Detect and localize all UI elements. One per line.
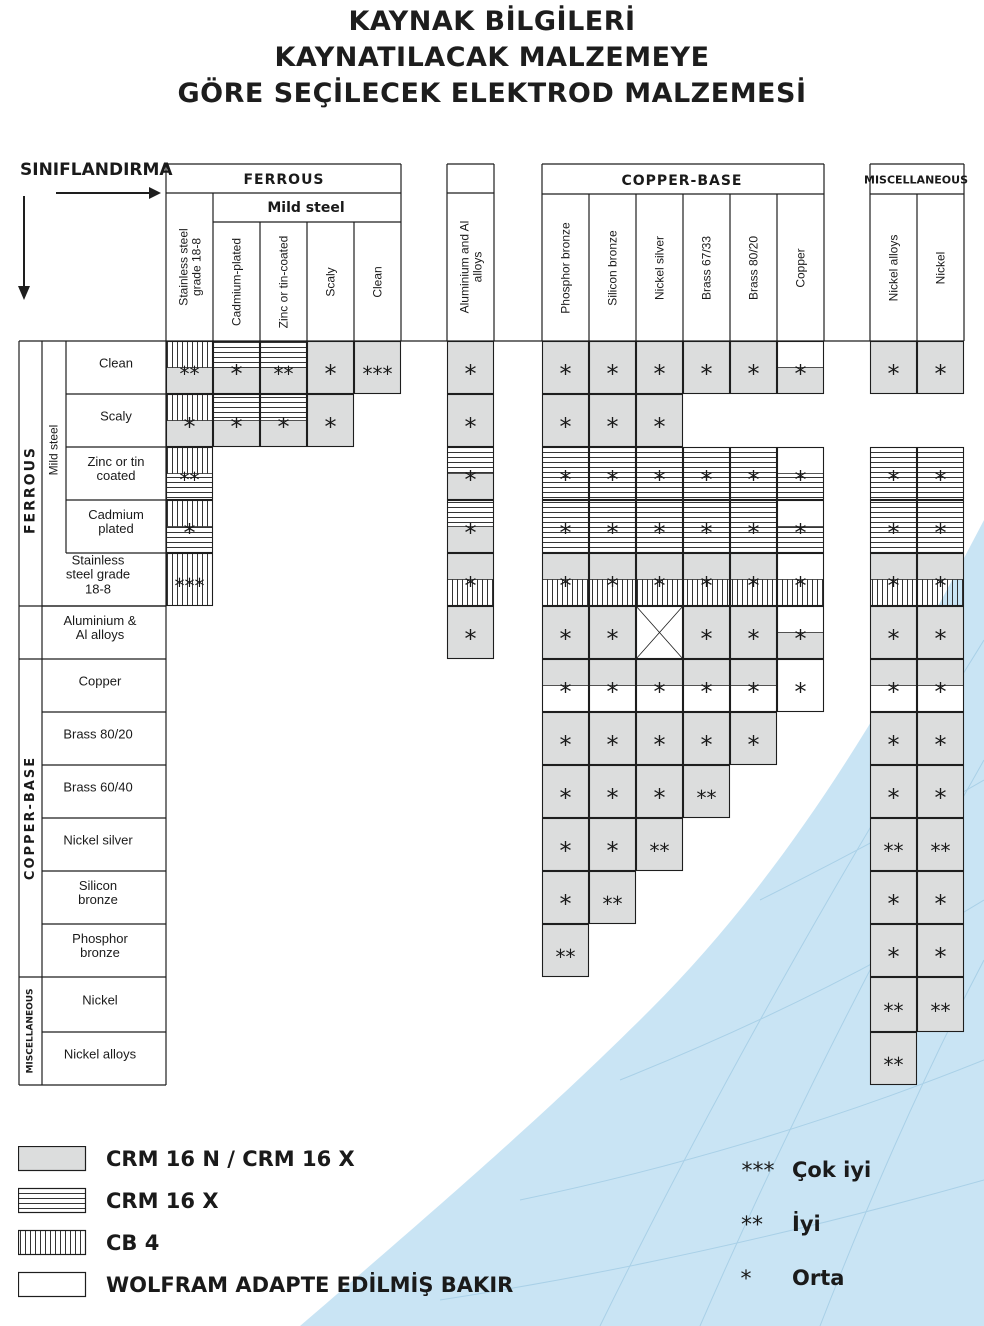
cell-r1-cl [354, 341, 401, 394]
cell-r12-na [870, 924, 917, 977]
rating-mark: * [794, 571, 807, 600]
cell-r8-sb [589, 712, 636, 765]
rating-mark: * [606, 412, 619, 441]
rating-mark: * [606, 677, 619, 706]
row-label-1: Clean [99, 355, 133, 371]
rating-mark: * [324, 412, 337, 441]
cell-r7-ni [917, 659, 964, 686]
cell-r12-pb [542, 924, 589, 977]
cell-r4-b67 [683, 500, 730, 553]
col-group-ferrous: FERROUS [243, 171, 325, 188]
cell-r5-pb-lower [542, 580, 589, 607]
cell-r3-b67 [683, 447, 730, 500]
row-label-12: Phosphor bronze [72, 930, 128, 961]
rating-mark: * [606, 518, 619, 547]
col-group-miscellaneous: MISCELLANEOUS [863, 173, 969, 187]
row-label-13: Nickel [82, 992, 118, 1008]
cell-r8-ns [636, 712, 683, 765]
rating-mark: * [559, 730, 572, 759]
rating-mark: * [887, 624, 900, 653]
cell-r2-zn [260, 394, 307, 421]
cell-r8-na [870, 712, 917, 765]
cell-r1-cd-lower [213, 368, 260, 395]
cell-r9-pb [542, 765, 589, 818]
cell-r1-sb [589, 341, 636, 394]
rating-mark: ** [602, 891, 623, 916]
rating-mark: * [794, 465, 807, 494]
row-label-2: Scaly [100, 408, 132, 424]
cell-r11-pb [542, 871, 589, 924]
cell-r2-sc [307, 394, 354, 447]
rating-mark: * [700, 359, 713, 388]
cell-r9-ni [917, 765, 964, 818]
column-header-pb: Phosphor bronze [558, 221, 573, 314]
cell-r4-pb [542, 500, 589, 553]
cell-r7-b80-lower [730, 686, 777, 713]
cell-r2-al [447, 394, 494, 447]
cell-r7-na-lower [870, 686, 917, 713]
rating-mark: * [606, 359, 619, 388]
cell-r1-zn [260, 341, 307, 368]
cell-r1-cu-lower [777, 368, 824, 395]
cell-r5-ss [166, 553, 213, 606]
cell-r12-ni [917, 924, 964, 977]
column-header-ns: Nickel silver [652, 235, 667, 300]
cell-r10-sb [589, 818, 636, 871]
cell-r4-al-lower [447, 527, 494, 554]
cell-r9-sb [589, 765, 636, 818]
rating-mark: ** [930, 838, 951, 863]
column-header-b67: Brass 67/33 [699, 235, 714, 300]
rating-mark: * [183, 518, 196, 547]
rating-mark: ** [883, 998, 904, 1023]
rating-mark: * [559, 677, 572, 706]
cell-r6-al [447, 606, 494, 659]
cell-r5-pb [542, 553, 589, 580]
rating-mark: * [700, 518, 713, 547]
rating-mark: * [559, 571, 572, 600]
rating-mark: * [887, 730, 900, 759]
cell-r8-pb [542, 712, 589, 765]
rating-mark: * [559, 889, 572, 918]
cell-r5-b67 [683, 553, 730, 580]
cell-r5-ni [917, 553, 964, 580]
rating-mark: ** [649, 838, 670, 863]
cell-r2-zn-lower [260, 421, 307, 448]
rating-mark: * [934, 730, 947, 759]
rating-mark: * [887, 783, 900, 812]
cell-r7-b67-lower [683, 686, 730, 713]
column-header-zn: Zinc or tin-coated [276, 235, 291, 328]
cell-r7-ns-lower [636, 686, 683, 713]
column-header-cu: Copper [793, 247, 808, 288]
rating-mark: ** [883, 838, 904, 863]
rating-mark: * [464, 359, 477, 388]
rating-mark: * [747, 518, 760, 547]
cell-r4-cu-lower [777, 527, 824, 554]
rating-mark: * [700, 571, 713, 600]
row-label-9: Brass 60/40 [63, 779, 133, 795]
rating-mark: *** [362, 361, 393, 386]
rating-mark: * [277, 412, 290, 441]
col-group-mild-steel: Mild steel [267, 199, 345, 216]
rating-mark: * [559, 836, 572, 865]
rating-mark: * [794, 624, 807, 653]
cell-r11-ni [917, 871, 964, 924]
rating-mark: * [934, 677, 947, 706]
cell-r3-ss-lower [166, 474, 213, 501]
rating-mark: * [934, 889, 947, 918]
cell-r7-sb [589, 659, 636, 686]
rating-mark: * [464, 518, 477, 547]
cell-r1-cd [213, 341, 260, 368]
rating-mark: ** [179, 467, 200, 492]
row-label-8: Brass 80/20 [63, 726, 133, 742]
cell-r2-sb [589, 394, 636, 447]
legend-crm16n-crm16x: CRM 16 N / CRM 16 X [106, 1147, 355, 1171]
cell-r5-ns [636, 553, 683, 580]
cell-r3-ns [636, 447, 683, 500]
column-header-cd: Cadmium-plated [229, 237, 244, 326]
legend-wolfram: WOLFRAM ADAPTE EDİLMİŞ BAKIR [106, 1273, 514, 1297]
cell-r7-sb-lower [589, 686, 636, 713]
page-title-line-2: KAYNATILACAK MALZEMEYE [274, 42, 710, 73]
cell-r4-b80 [730, 500, 777, 553]
cell-r3-pb [542, 447, 589, 500]
cell-r6-sb [589, 606, 636, 659]
cell-r8-b80 [730, 712, 777, 765]
rating-mark: * [700, 465, 713, 494]
cell-r5-na-lower [870, 580, 917, 607]
cell-r7-na [870, 659, 917, 686]
rating-mark: * [653, 783, 666, 812]
rating-mark: * [559, 518, 572, 547]
cell-r3-cu-lower [777, 474, 824, 501]
cell-r4-sb [589, 500, 636, 553]
cell-r5-cu-lower [777, 580, 824, 607]
row-group-miscellaneous: MISCELLANEOUS [25, 988, 36, 1074]
cell-r1-ns [636, 341, 683, 394]
rating-mark: * [464, 465, 477, 494]
cell-r2-ss [166, 394, 213, 421]
cell-r3-na [870, 447, 917, 500]
row-group-mild-steel: Mild steel [46, 424, 61, 476]
column-header-b80: Brass 80/20 [746, 235, 761, 300]
row-group-copper-base: COPPER-BASE [23, 755, 39, 881]
column-header-sb: Silicon bronze [605, 229, 620, 306]
rating-mark: * [606, 624, 619, 653]
cell-r3-al [447, 447, 494, 474]
rating-mark: * [747, 359, 760, 388]
cell-r6-ni [917, 606, 964, 659]
rating-mark: * [653, 518, 666, 547]
rating-very-good-label: Çok iyi [792, 1158, 872, 1182]
rating-mark: ** [883, 1052, 904, 1077]
legend-cb4: CB 4 [106, 1231, 160, 1255]
cell-r1-b67 [683, 341, 730, 394]
rating-mark: * [887, 942, 900, 971]
column-header-ss: Stainless steel grade 18-8 [175, 228, 203, 306]
rating-mark: * [606, 465, 619, 494]
cell-r5-na [870, 553, 917, 580]
cell-r5-sb [589, 553, 636, 580]
rating-mark: ** [273, 361, 294, 386]
row-label-7: Copper [78, 673, 122, 689]
rating-mark: * [887, 359, 900, 388]
rating-mark: * [606, 571, 619, 600]
cell-r3-cu [777, 447, 824, 474]
rating-mark: * [653, 465, 666, 494]
cell-r3-b80 [730, 447, 777, 500]
cell-r6-b67 [683, 606, 730, 659]
rating-mark: * [700, 730, 713, 759]
rating-mark: * [559, 624, 572, 653]
rating-good-label: İyi [792, 1212, 821, 1236]
rating-mark: * [794, 359, 807, 388]
rating-mark: * [559, 465, 572, 494]
rating-mark: * [464, 571, 477, 600]
cell-r5-al-lower [447, 580, 494, 607]
rating-mark: * [464, 624, 477, 653]
rating-mark: * [887, 518, 900, 547]
cell-r5-ns-lower [636, 580, 683, 607]
row-label-3: Zinc or tin coated [87, 453, 145, 484]
rating-mark: * [747, 465, 760, 494]
cell-r1-al [447, 341, 494, 394]
rating-mark: * [559, 783, 572, 812]
rating-medium-symbol: * [740, 1267, 752, 1292]
rating-mark: *** [174, 573, 205, 598]
cell-r2-cd [213, 394, 260, 421]
cell-r2-ns [636, 394, 683, 447]
cell-r11-sb [589, 871, 636, 924]
cell-r3-sb [589, 447, 636, 500]
cell-r4-ss [166, 500, 213, 527]
cell-r1-cu [777, 341, 824, 368]
row-label-10: Nickel silver [63, 832, 133, 848]
cell-r4-al [447, 500, 494, 527]
column-header-cl: Clean [370, 265, 385, 298]
cell-r14-na [870, 1032, 917, 1085]
rating-mark: * [747, 571, 760, 600]
classification-arrows-icon [14, 176, 164, 306]
cell-r8-ni [917, 712, 964, 765]
rating-mark: * [653, 677, 666, 706]
cell-r1-b80 [730, 341, 777, 394]
rating-mark: * [606, 836, 619, 865]
cell-r7-pb [542, 659, 589, 686]
cell-r10-na [870, 818, 917, 871]
rating-mark: * [700, 677, 713, 706]
cell-r1-ni [917, 341, 964, 394]
rating-mark: * [934, 942, 947, 971]
rating-mark: * [747, 677, 760, 706]
rating-mark: * [230, 359, 243, 388]
cell-r5-ni-lower [917, 580, 964, 607]
cell-r1-zn-lower [260, 368, 307, 395]
rating-mark: ** [696, 785, 717, 810]
row-group-ferrous: FERROUS [22, 445, 39, 535]
rating-mark: * [653, 730, 666, 759]
rating-mark: * [747, 730, 760, 759]
cell-r1-ss-lower [166, 368, 213, 395]
cell-r4-ns [636, 500, 683, 553]
cell-r7-b80 [730, 659, 777, 686]
rating-mark: * [934, 571, 947, 600]
page-title-line-1: KAYNAK BİLGİLERİ [348, 6, 636, 37]
cell-r4-ss-lower [166, 527, 213, 554]
rating-mark: * [464, 412, 477, 441]
cell-r11-na [870, 871, 917, 924]
cell-r5-b67-lower [683, 580, 730, 607]
rating-mark: * [887, 677, 900, 706]
rating-mark: * [653, 412, 666, 441]
column-header-ni: Nickel [933, 251, 948, 284]
rating-mark: ** [179, 361, 200, 386]
cell-r6-cu [777, 606, 824, 633]
classification-label: SINIFLANDIRMA [20, 160, 173, 180]
rating-mark: * [700, 624, 713, 653]
rating-mark: * [183, 412, 196, 441]
rating-good-symbol: ** [741, 1213, 763, 1238]
cell-r9-b67 [683, 765, 730, 818]
cell-r6-pb [542, 606, 589, 659]
row-label-6: Aluminium & Al alloys [63, 612, 137, 643]
cell-r6-b80 [730, 606, 777, 659]
rating-mark: * [606, 783, 619, 812]
rating-mark: * [559, 412, 572, 441]
cell-r6-na [870, 606, 917, 659]
row-label-5: Stainless steel grade 18-8 [65, 552, 131, 597]
rating-mark: * [559, 359, 572, 388]
cell-r3-al-lower [447, 474, 494, 501]
rating-very-good-symbol: *** [741, 1159, 775, 1184]
column-header-al: Aluminium and Al alloys [456, 220, 484, 314]
rating-mark: * [934, 359, 947, 388]
cell-r2-cd-lower [213, 421, 260, 448]
cell-r5-b80-lower [730, 580, 777, 607]
legend-swatches [18, 1146, 88, 1306]
cell-r2-pb [542, 394, 589, 447]
rating-mark: * [934, 465, 947, 494]
cell-r1-ss [166, 341, 213, 368]
rating-mark: * [794, 518, 807, 547]
row-label-4: Cadmium plated [88, 506, 144, 537]
cell-r5-al [447, 553, 494, 580]
cell-r9-na [870, 765, 917, 818]
cell-r2-ss-lower [166, 421, 213, 448]
cell-r5-b80 [730, 553, 777, 580]
column-header-sc: Scaly [323, 266, 338, 297]
cell-r10-ns [636, 818, 683, 871]
cell-r4-na [870, 500, 917, 553]
cell-r4-cu [777, 500, 824, 527]
rating-mark: * [934, 783, 947, 812]
cell-r1-pb [542, 341, 589, 394]
cell-r5-cu [777, 553, 824, 580]
rating-mark: * [747, 624, 760, 653]
cell-r1-sc [307, 341, 354, 394]
cell-r7-ni-lower [917, 686, 964, 713]
cell-r3-ni [917, 447, 964, 500]
column-header-na: Nickel alloys [886, 234, 901, 301]
cell-r4-ni [917, 500, 964, 553]
rating-mark: ** [930, 998, 951, 1023]
rating-mark: * [606, 730, 619, 759]
cell-r7-cu [777, 659, 824, 712]
rating-mark: * [653, 571, 666, 600]
cell-r8-b67 [683, 712, 730, 765]
cell-r7-ns [636, 659, 683, 686]
cell-r3-ss [166, 447, 213, 474]
row-label-14: Nickel alloys [63, 1046, 137, 1062]
cell-r5-sb-lower [589, 580, 636, 607]
rating-mark: * [934, 624, 947, 653]
rating-mark: * [887, 571, 900, 600]
page-title-line-3: GÖRE SEÇİLECEK ELEKTROD MALZEMESİ [177, 78, 807, 109]
cell-r10-ni [917, 818, 964, 871]
rating-mark: * [794, 677, 807, 706]
cell-r13-na [870, 977, 917, 1032]
rating-mark: * [887, 889, 900, 918]
cell-r6-cu-lower [777, 633, 824, 660]
rating-mark: * [230, 412, 243, 441]
row-label-11: Silicon bronze [78, 877, 118, 908]
rating-mark: * [887, 465, 900, 494]
rating-mark: ** [555, 944, 576, 969]
rating-mark: * [653, 359, 666, 388]
cell-r7-b67 [683, 659, 730, 686]
cell-r7-pb-lower [542, 686, 589, 713]
cell-r1-na [870, 341, 917, 394]
legend-crm16x: CRM 16 X [106, 1189, 219, 1213]
rating-mark: * [934, 518, 947, 547]
cell-r9-ns [636, 765, 683, 818]
rating-medium-label: Orta [792, 1266, 845, 1290]
cell-r13-ni [917, 977, 964, 1032]
cell-r10-pb [542, 818, 589, 871]
rating-mark: * [324, 359, 337, 388]
col-group-copper-base: COPPER-BASE [621, 172, 743, 189]
